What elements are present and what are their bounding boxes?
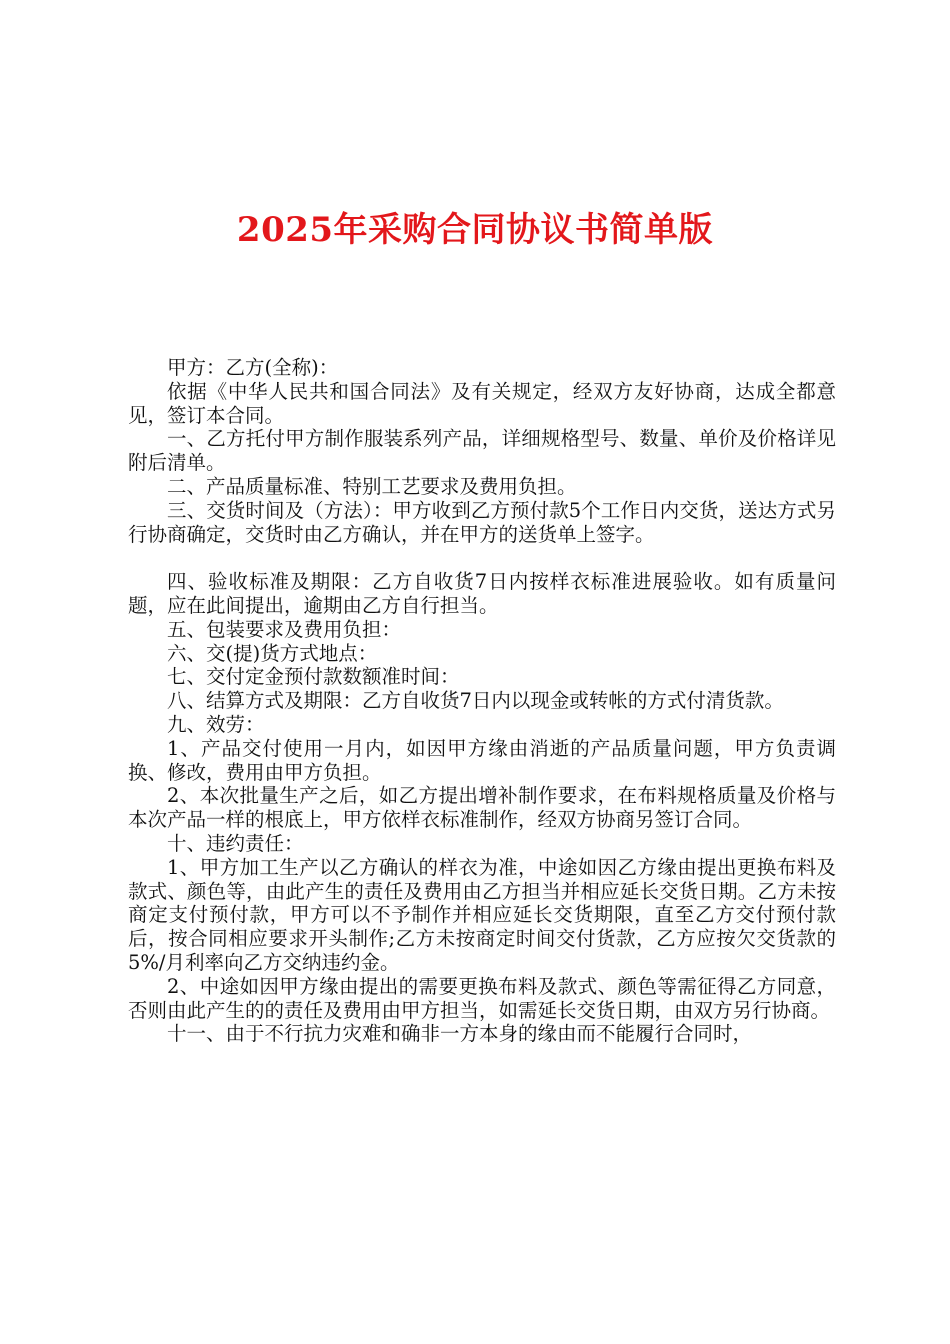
clause-5: 五、包装要求及费用负担： <box>167 617 402 641</box>
party-line: 甲方：乙方(全称)： <box>167 356 339 379</box>
clause-9-item-1: 1、产品交付使用一月内，如因甲方缘由消逝的产品质量问题，甲方负责调换、修改，费用由甲方负担。 <box>128 736 836 784</box>
clause-3: 三、交货时间及（方法）：甲方收到乙方预付款5个工作日内交货，送达方式另行协商确定，交货时由乙方确认，并在甲方的送货单上签字。 <box>128 498 836 546</box>
clause-10-item-1: 1、甲方加工生产以乙方确认的样衣为准，中途如因乙方缘由提出更换布料及款式、颜色等，由此产生的责任及费用由乙方担当并相应延长交货日期。乙方未按商定支付预付款，甲方可以不予制作并相应延长交货期限，直至乙方交付预付款后，按合同相应要求开头制作;乙方未按商定时间交付货款，乙方应按欠交货款的5%/月利率向乙方交纳违约金。 <box>128 855 836 974</box>
clause-8: 八、结算方式及期限：乙方自收货7日内以现金或转帐的方式付清货款。 <box>167 689 784 713</box>
clause-6: 六、交(提)货方式地点： <box>167 641 378 665</box>
clause-7: 七、交付定金预付款数额准时间： <box>167 665 460 689</box>
clause-10-item-2: 2、中途如因甲方缘由提出的需要更换布料及款式、颜色等需征得乙方同意，否则由此产生的的责任及费用由甲方担当，如需延长交货日期，由双方另行协商。 <box>128 974 836 1022</box>
clause-4: 四、验收标准及期限：乙方自收货7日内按样衣标准进展验收。如有质量问题，应在此间提出，逾期由乙方自行担当。 <box>128 570 836 617</box>
clause-11: 十一、由于不行抗力灾难和确非一方本身的缘由而不能履行合同时， <box>167 1022 753 1046</box>
clause-10: 十、违约责任： <box>167 831 304 855</box>
clause-9-item-2: 2、本次批量生产之后，如乙方提出增补制作要求，在布料规格质量及价格与本次产品一样的根底上，甲方依样衣标准制作，经双方协商另签订合同。 <box>128 784 836 832</box>
document-body <box>128 356 836 1046</box>
clause-9: 九、效劳： <box>167 712 265 736</box>
preamble-paragraph: 依据《中华人民共和国合同法》及有关规定，经双方友好协商，达成全都意见，签订本合同。 <box>128 379 836 427</box>
clause-2: 二、产品质量标准、特别工艺要求及费用负担。 <box>167 474 577 498</box>
document-title: 2025年采购合同协议书简单版 <box>236 210 714 250</box>
clause-1: 一、乙方托付甲方制作服装系列产品，详细规格型号、数量、单价及价格详见附后清单。 <box>128 427 836 475</box>
